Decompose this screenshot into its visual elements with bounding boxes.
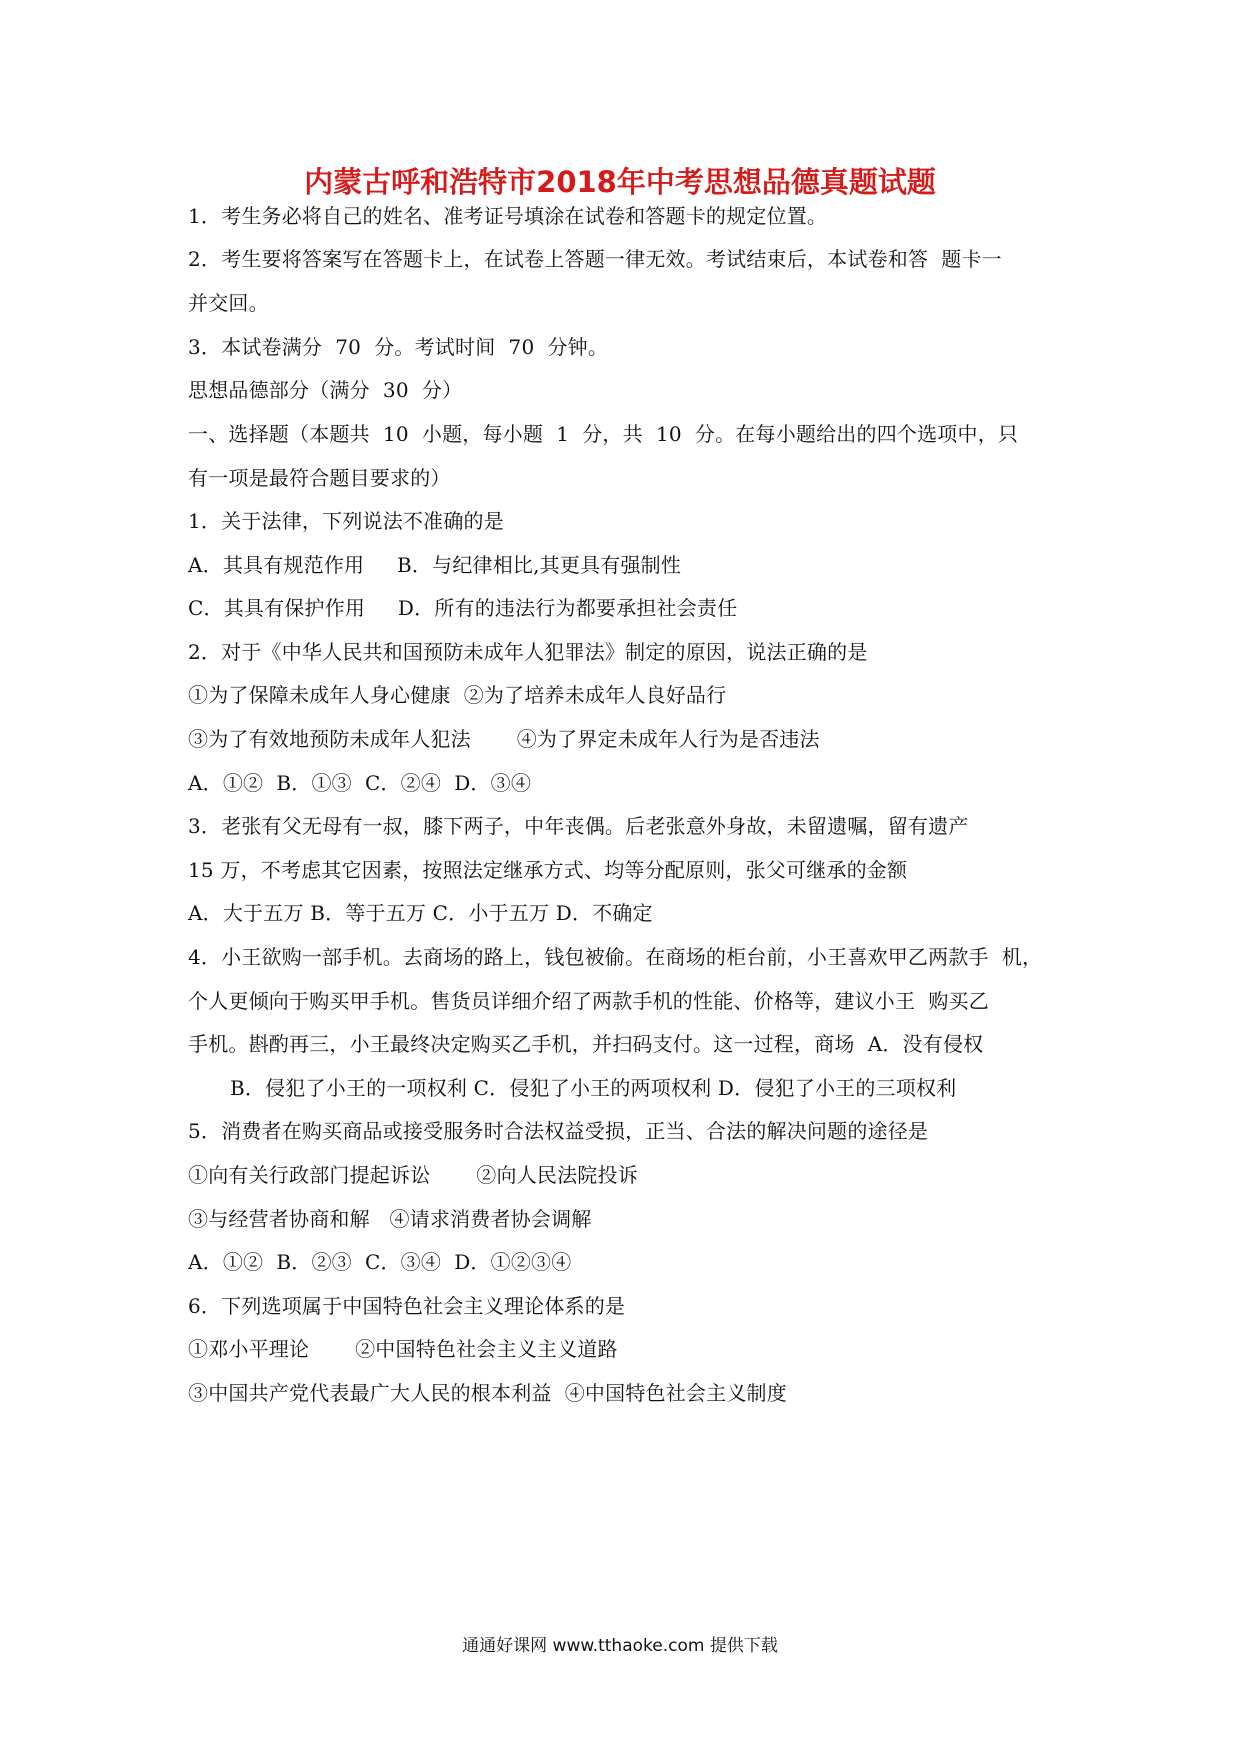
question-text: 个人更倾向于购买甲手机。售货员详细介绍了两款手机的性能、价格等，建议小王 购买乙 [188, 989, 989, 1013]
instruction-line: 2．考生要将答案写在答题卡上，在试卷上答题一律无效。考试结束后，本试卷和答 题卡一 [188, 247, 1002, 271]
question-text: 5．消费者在购买商品或接受服务时合法权益受损，正当、合法的解决问题的途径是 [188, 1119, 929, 1143]
question-text: 1．关于法律，下列说法不准确的是 [188, 509, 504, 533]
question-text: 2．对于《中华人民共和国预防未成年人犯罪法》制定的原因，说法正确的是 [188, 640, 868, 664]
section-heading: 思想品德部分（满分 30 分） [188, 378, 463, 402]
page-footer: 通通好课网 www.tthaoke.com 提供下载 [462, 1636, 778, 1656]
question-text: 3．老张有父无母有一叔，膝下两子，中年丧偶。后老张意外身故，未留遗嘱，留有遗产 [188, 814, 969, 838]
question-statements: ③中国共产党代表最广大人民的根本利益 ④中国特色社会主义制度 [188, 1381, 787, 1405]
section-heading: 一、选择题（本题共 10 小题，每小题 1 分，共 10 分。在每小题给出的四个选项中，只 [188, 422, 1019, 446]
question-text: 15 万，不考虑其它因素，按照法定继承方式、均等分配原则，张父可继承的金额 [188, 858, 908, 882]
instruction-line: 3．本试卷满分 70 分。考试时间 70 分钟。 [188, 335, 609, 359]
question-statements: ③与经营者协商和解 ④请求消费者协会调解 [188, 1207, 592, 1231]
answer-options: B．侵犯了小王的一项权利 C．侵犯了小王的两项权利 D．侵犯了小王的三项权利 [230, 1076, 957, 1100]
question-statements: ①为了保障未成年人身心健康 ②为了培养未成年人良好品行 [188, 683, 727, 707]
instruction-line: 并交回。 [188, 291, 269, 315]
question-text: 6．下列选项属于中国特色社会主义理论体系的是 [188, 1294, 626, 1318]
question-text: 手机。斟酌再三，小王最终决定购买乙手机，并扫码支付。这一过程，商场 A．没有侵权 [188, 1032, 984, 1056]
question-text: 4．小王欲购一部手机。去商场的路上，钱包被偷。在商场的柜台前，小王喜欢甲乙两款手 机， [188, 945, 1043, 969]
answer-options: A．大于五万 B．等于五万 C．小于五万 D．不确定 [188, 901, 653, 925]
question-statements: ③为了有效地预防未成年人犯法 ④为了界定未成年人行为是否违法 [188, 727, 820, 751]
answer-options: A．①② B．②③ C．③④ D．①②③④ [188, 1250, 572, 1274]
answer-options: A．①② B．①③ C．②④ D．③④ [188, 771, 532, 795]
section-heading: 有一项是最符合题目要求的） [188, 466, 451, 490]
answer-options: C．其具有保护作用 D．所有的违法行为都要承担社会责任 [188, 596, 738, 620]
instruction-line: 1．考生务必将自己的姓名、准考证号填涂在试卷和答题卡的规定位置。 [188, 204, 828, 228]
question-statements: ①邓小平理论 ②中国特色社会主义主义道路 [188, 1337, 618, 1361]
answer-options: A．其具有规范作用 B．与纪律相比,其更具有强制性 [188, 553, 682, 577]
page-title: 内蒙古呼和浩特市2018年中考思想品德真题试题 [304, 165, 936, 199]
question-statements: ①向有关行政部门提起诉讼 ②向人民法院投诉 [188, 1163, 638, 1187]
